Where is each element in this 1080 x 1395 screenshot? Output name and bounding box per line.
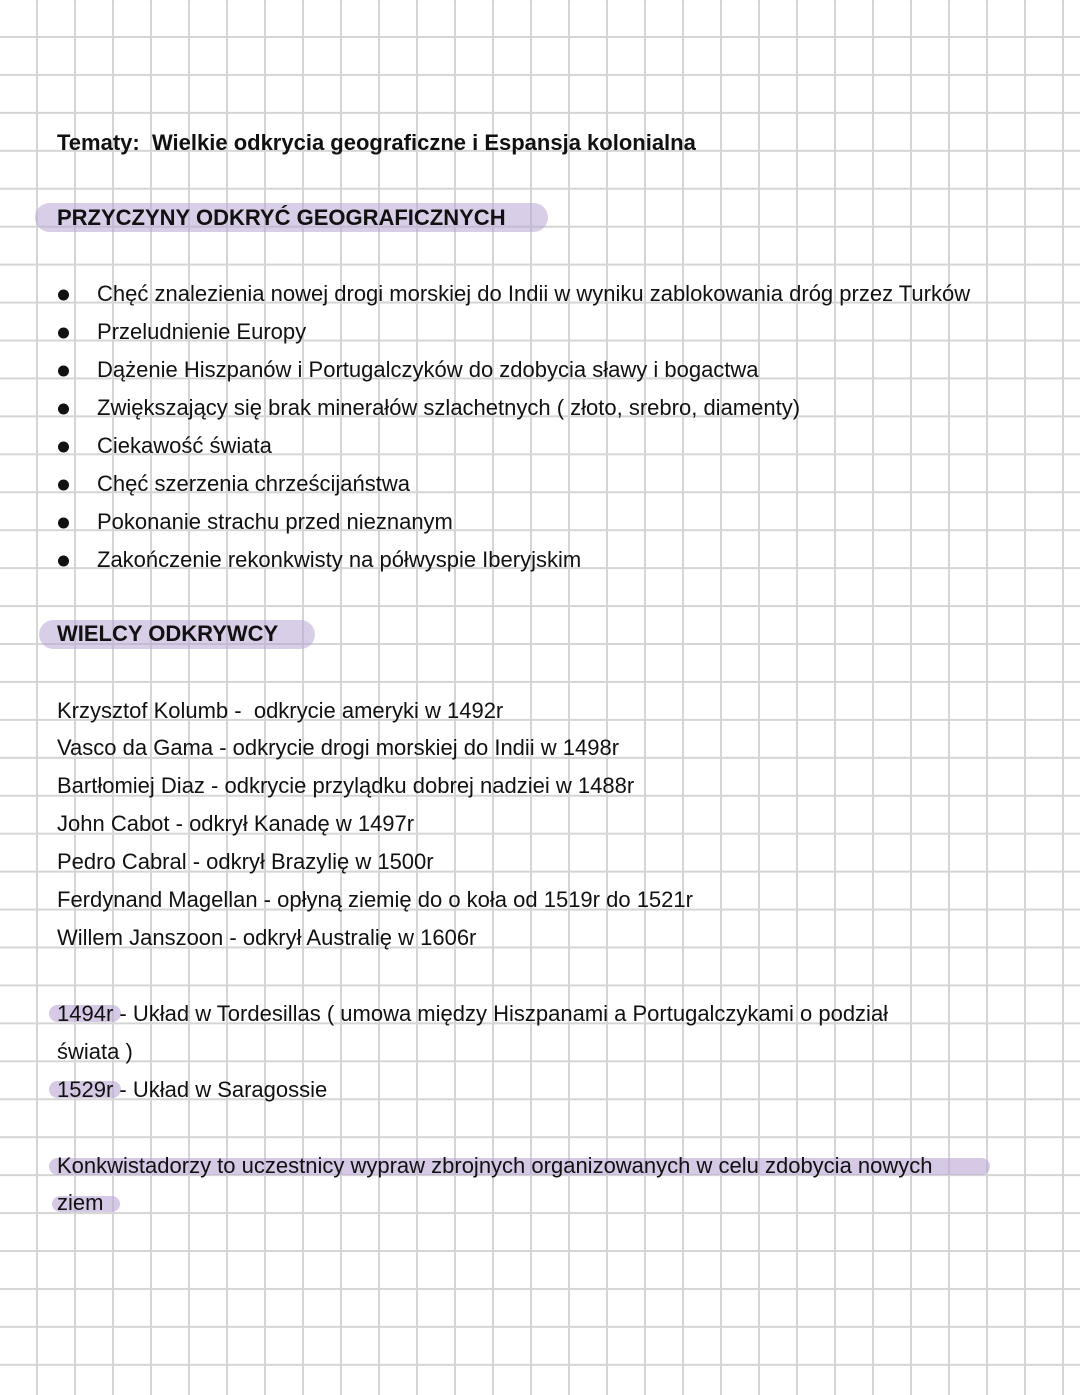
bullet-icon (58, 518, 69, 529)
bullet-icon (58, 556, 69, 567)
bullet-icon (58, 366, 69, 377)
explorer-line: Pedro Cabral - odkrył Brazylię w 1500r (57, 849, 434, 874)
explorer-line: Ferdynand Magellan - opłyną ziemię do o koła od 1519r do 1521r (57, 887, 693, 912)
explorer-line: Krzysztof Kolumb - odkrycie ameryki w 1492r (57, 698, 504, 723)
definition-line: Konkwistadorzy to uczestnicy wypraw zbrojnych organizowanych w celu zdobycia nowych (57, 1153, 933, 1178)
definition-line: ziem (57, 1190, 104, 1215)
section-heading-causes: PRZYCZYNY ODKRYĆ GEOGRAFICZNYCH (57, 205, 506, 230)
bullet-icon (58, 480, 69, 491)
title-text: Wielkie odkrycia geograficzne i Espansja kolonialna (151, 130, 696, 155)
list-item: Ciekawość świata (97, 433, 272, 458)
list-item: Zakończenie rekonkwisty na półwyspie Iberyjskim (97, 547, 582, 572)
explorer-line: John Cabot - odkrył Kanadę w 1497r (57, 811, 415, 836)
bullet-icon (58, 290, 69, 301)
explorer-line: Willem Janszoon - odkrył Australię w 1606r (57, 925, 477, 950)
treaty-text: - Układ w Saragossie (113, 1077, 328, 1102)
treaty-text: - Układ w Tordesillas ( umowa między Hiszpanami a Portugalczykami o podział (113, 1001, 889, 1026)
explorer-line: Vasco da Gama - odkrycie drogi morskiej do Indii w 1498r (57, 735, 620, 760)
treaty-tordesillas (57, 1001, 888, 1027)
treaty-tordesillas-continued: świata ) (57, 1039, 133, 1064)
list-item: Chęć znalezienia nowej drogi morskiej do Indii w wyniku zablokowania dróg przez Turków (97, 281, 971, 306)
treaty-saragossa (57, 1077, 327, 1103)
list-item: Chęć szerzenia chrześcijaństwa (97, 471, 411, 496)
list-item: Dążenie Hiszpanów i Portugalczyków do zdobycia sławy i bogactwa (97, 357, 759, 382)
treaty-year: 1529r (57, 1077, 114, 1102)
list-item: Przeludnienie Europy (97, 319, 307, 344)
list-item: Pokonanie strachu przed nieznanym (97, 509, 453, 534)
page-title (57, 130, 696, 156)
bullet-icon (58, 328, 69, 339)
explorer-line: Bartłomiej Diaz - odkrycie przylądku dobrej nadziei w 1488r (57, 773, 635, 798)
title-label: Tematy: (57, 130, 140, 155)
section-heading-explorers: WIELCY ODKRYWCY (57, 621, 279, 646)
list-item: Zwiększający się brak minerałów szlachetnych ( złoto, srebro, diamenty) (97, 395, 801, 420)
treaty-year: 1494r (57, 1001, 114, 1026)
bullet-icon (58, 404, 69, 415)
bullet-icon (58, 442, 69, 453)
